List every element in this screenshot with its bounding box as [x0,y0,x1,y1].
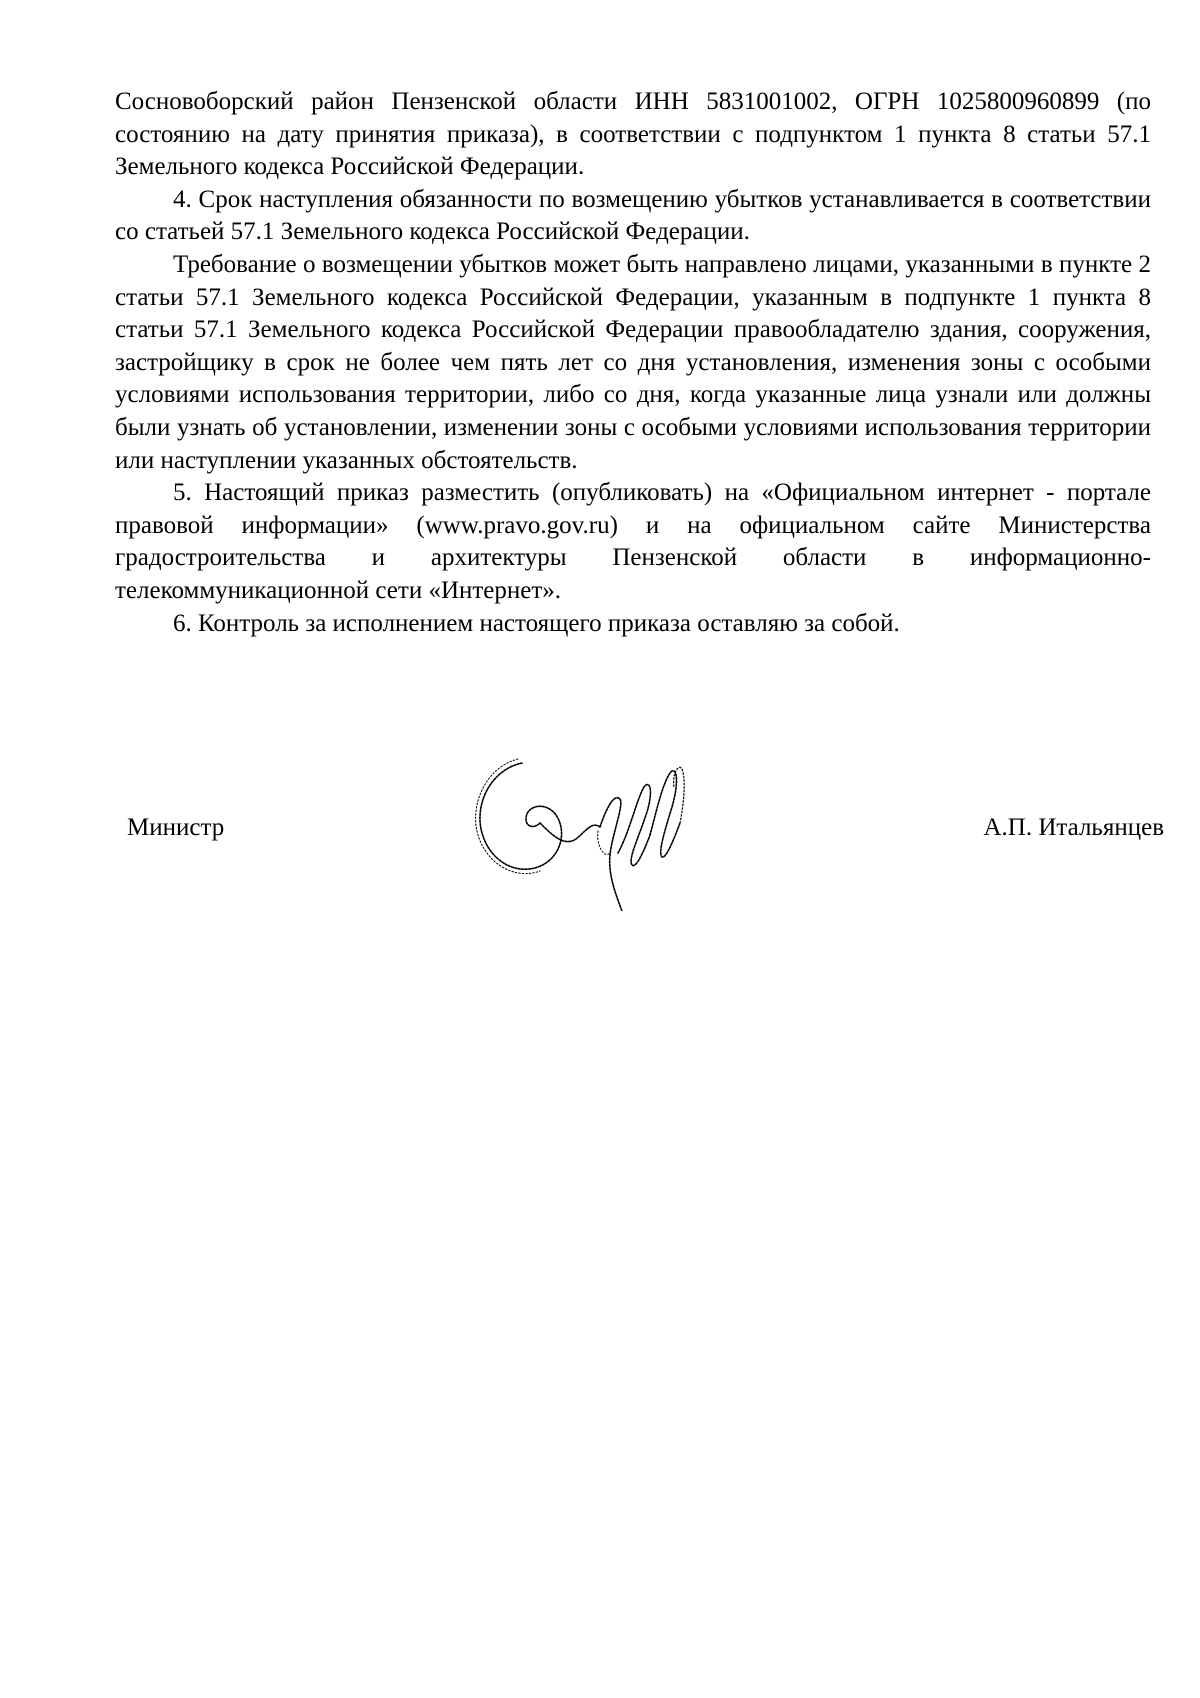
paragraph-item-4: 4. Срок наступления обязанности по возмещению убытков устанавливается в соответствии со статьей 57.1 Земельного кодекса Российской Федерации. [115,185,1151,246]
paragraph-item-6: 6. Контроль за исполнением настоящего приказа оставляю за собой. [173,609,900,637]
signatory-role: Министр [127,814,225,841]
handwritten-signature-icon [460,735,740,925]
paragraph-damages-claim: Требование о возмещении убытков может быть направлено лицами, указанными в пункте 2 статьи 57.1 Земельного кодекса Российской Федерации, указанным в подпункте 1 пункта 8 статьи 57.1 Земельного кодекса Российской Федерации правообладателю здания, сооружения, застройщику в срок не более чем пять лет со дня установления, изменения зоны с особыми условиями использования территории, либо со дня, когда указанные лица узнали или должны были узнать об установлении, изменении зоны с особыми условиями использования территории или наступлении указанных обстоятельств. [115,250,1151,474]
signatory-name: А.П. Итальянцев [983,814,1164,841]
document-body [115,86,1151,640]
paragraph-item-5: 5. Настоящий приказ разместить (опубликовать) на «Официальном интернет - портале правовой информации» (www.pravo.gov.ru) и на официальном сайте Министерства градостроительства и архитектуры Пензенской области в информационно-телекоммуникационной сети «Интернет». [115,479,1151,604]
paragraph-continuation: Сосновоборский район Пензенской области ИНН 5831001002, ОГРН 1025800960899 (по состоянию на дату принятия приказа), в соответствии с подпунктом 1 пункта 8 статьи 57.1 Земельного кодекса Российской Федерации. [115,88,1151,181]
signature-block [0,735,1200,925]
